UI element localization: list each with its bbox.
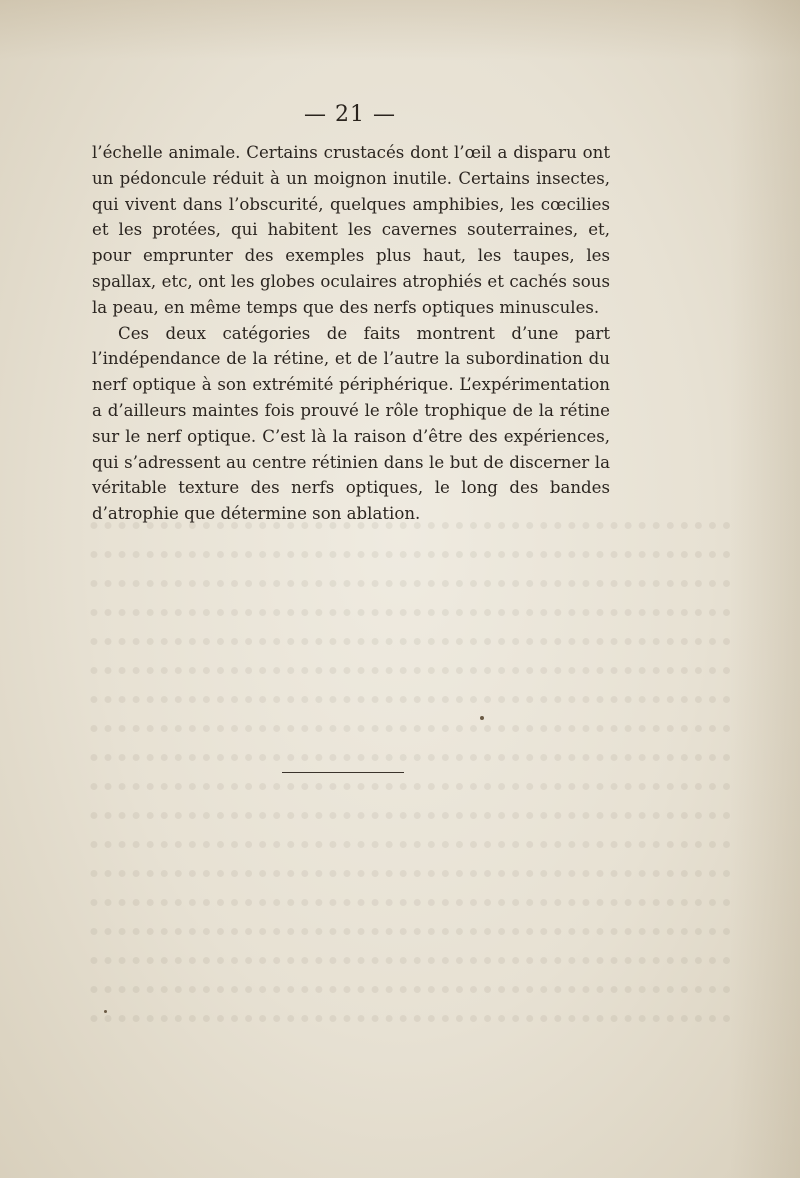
page-number: — 21 — xyxy=(304,102,396,127)
show-through-text xyxy=(90,500,730,1060)
page-shadow-right xyxy=(730,0,800,1178)
paragraph: l’échelle animale. Certains crustacés dont l’œil a disparu ont un pédoncule réduit à un moignon inutile. Certains insectes, qui vivent dans l’obscurité, quelques amphibies, les cœcilies et les protées, qui habitent les cavernes souterraines, et, pour emprunter des exemples plus haut, les taupes, les spallax, etc, ont les globes oculaires atrophiés et cachés sous la peau, en même temps que des nerfs optiques minuscules. xyxy=(92,143,610,317)
ink-speck xyxy=(480,716,484,720)
page-shadow-top xyxy=(0,0,800,60)
ink-speck xyxy=(104,1010,107,1013)
body-text xyxy=(92,140,610,527)
section-rule xyxy=(282,772,404,773)
paragraph: Ces deux catégories de faits montrent d’une part l’indépendance de la rétine, et de l’autre la subordination du nerf optique à son extrémité périphérique. L’expérimentation a d’ailleurs maintes fois prouvé le rôle trophique de la rétine sur le nerf optique. C’est là la raison d’être des expériences, qui s’adressent au centre rétinien dans le but de discerner la véritable texture des nerfs optiques, le long des bandes d’atrophie que détermine son ablation. xyxy=(92,323,610,524)
